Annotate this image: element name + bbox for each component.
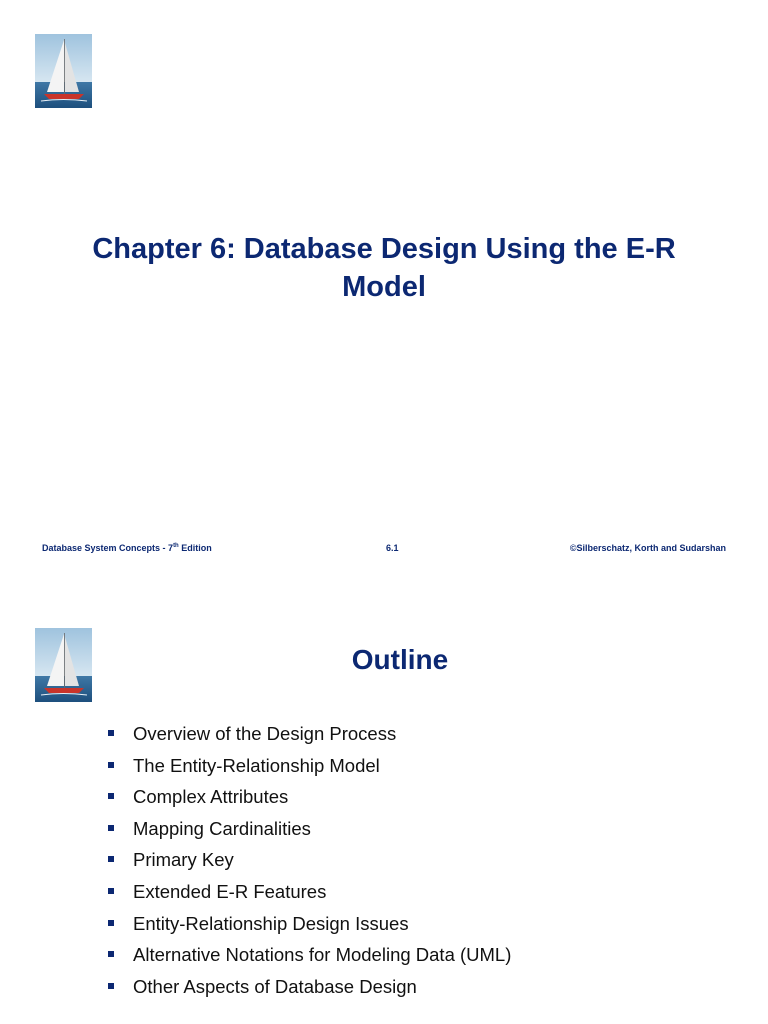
list-item	[105, 881, 511, 913]
footer-page-number: 6.1	[386, 543, 399, 553]
square-bullet-icon	[108, 793, 114, 799]
chapter-title-line2: Model	[342, 271, 426, 303]
footer-copyright: ©Silberschatz, Korth and Sudarshan	[569, 543, 726, 553]
slide-footer	[0, 543, 768, 557]
list-item-label: Primary Key	[133, 849, 234, 871]
list-item-label: The Entity-Relationship Model	[133, 754, 380, 776]
list-item	[105, 976, 511, 1008]
list-item	[105, 849, 511, 881]
list-item-label: Overview of the Design Process	[133, 723, 397, 744]
square-bullet-icon	[108, 825, 114, 831]
footer-book-title	[42, 543, 212, 553]
footer-book-title-text: Database System Concepts - 7	[42, 543, 174, 553]
outline-list	[105, 723, 511, 1007]
square-bullet-icon	[108, 856, 114, 862]
list-item-label: Mapping Cardinalities	[133, 817, 311, 839]
list-item	[105, 818, 511, 850]
square-bullet-icon	[108, 951, 114, 957]
list-item-label: Alternative Notations for Modeling Data (UML)	[133, 944, 512, 966]
list-item	[105, 755, 511, 787]
square-bullet-icon	[108, 730, 114, 736]
list-item-label: Complex Attributes	[133, 786, 289, 808]
sailboat-icon	[35, 34, 92, 108]
list-item	[105, 786, 511, 818]
footer-edition-text: Edition	[178, 543, 212, 553]
list-item	[105, 913, 511, 945]
list-item	[105, 944, 511, 976]
outline-title: Outline	[351, 644, 449, 675]
chapter-title	[40, 230, 728, 306]
list-item-label: Extended E-R Features	[133, 880, 327, 902]
square-bullet-icon	[108, 888, 114, 894]
outline-slide	[0, 580, 768, 1024]
square-bullet-icon	[108, 762, 114, 768]
list-item-label: Other Aspects of Database Design	[133, 975, 417, 997]
square-bullet-icon	[108, 920, 114, 926]
list-item-label: Entity-Relationship Design Issues	[133, 912, 409, 934]
chapter-title-line1: Chapter 6: Database Design Using the E-R	[92, 233, 676, 265]
square-bullet-icon	[108, 983, 114, 989]
footer-edition-superscript: th	[173, 543, 179, 549]
list-item	[105, 723, 511, 755]
